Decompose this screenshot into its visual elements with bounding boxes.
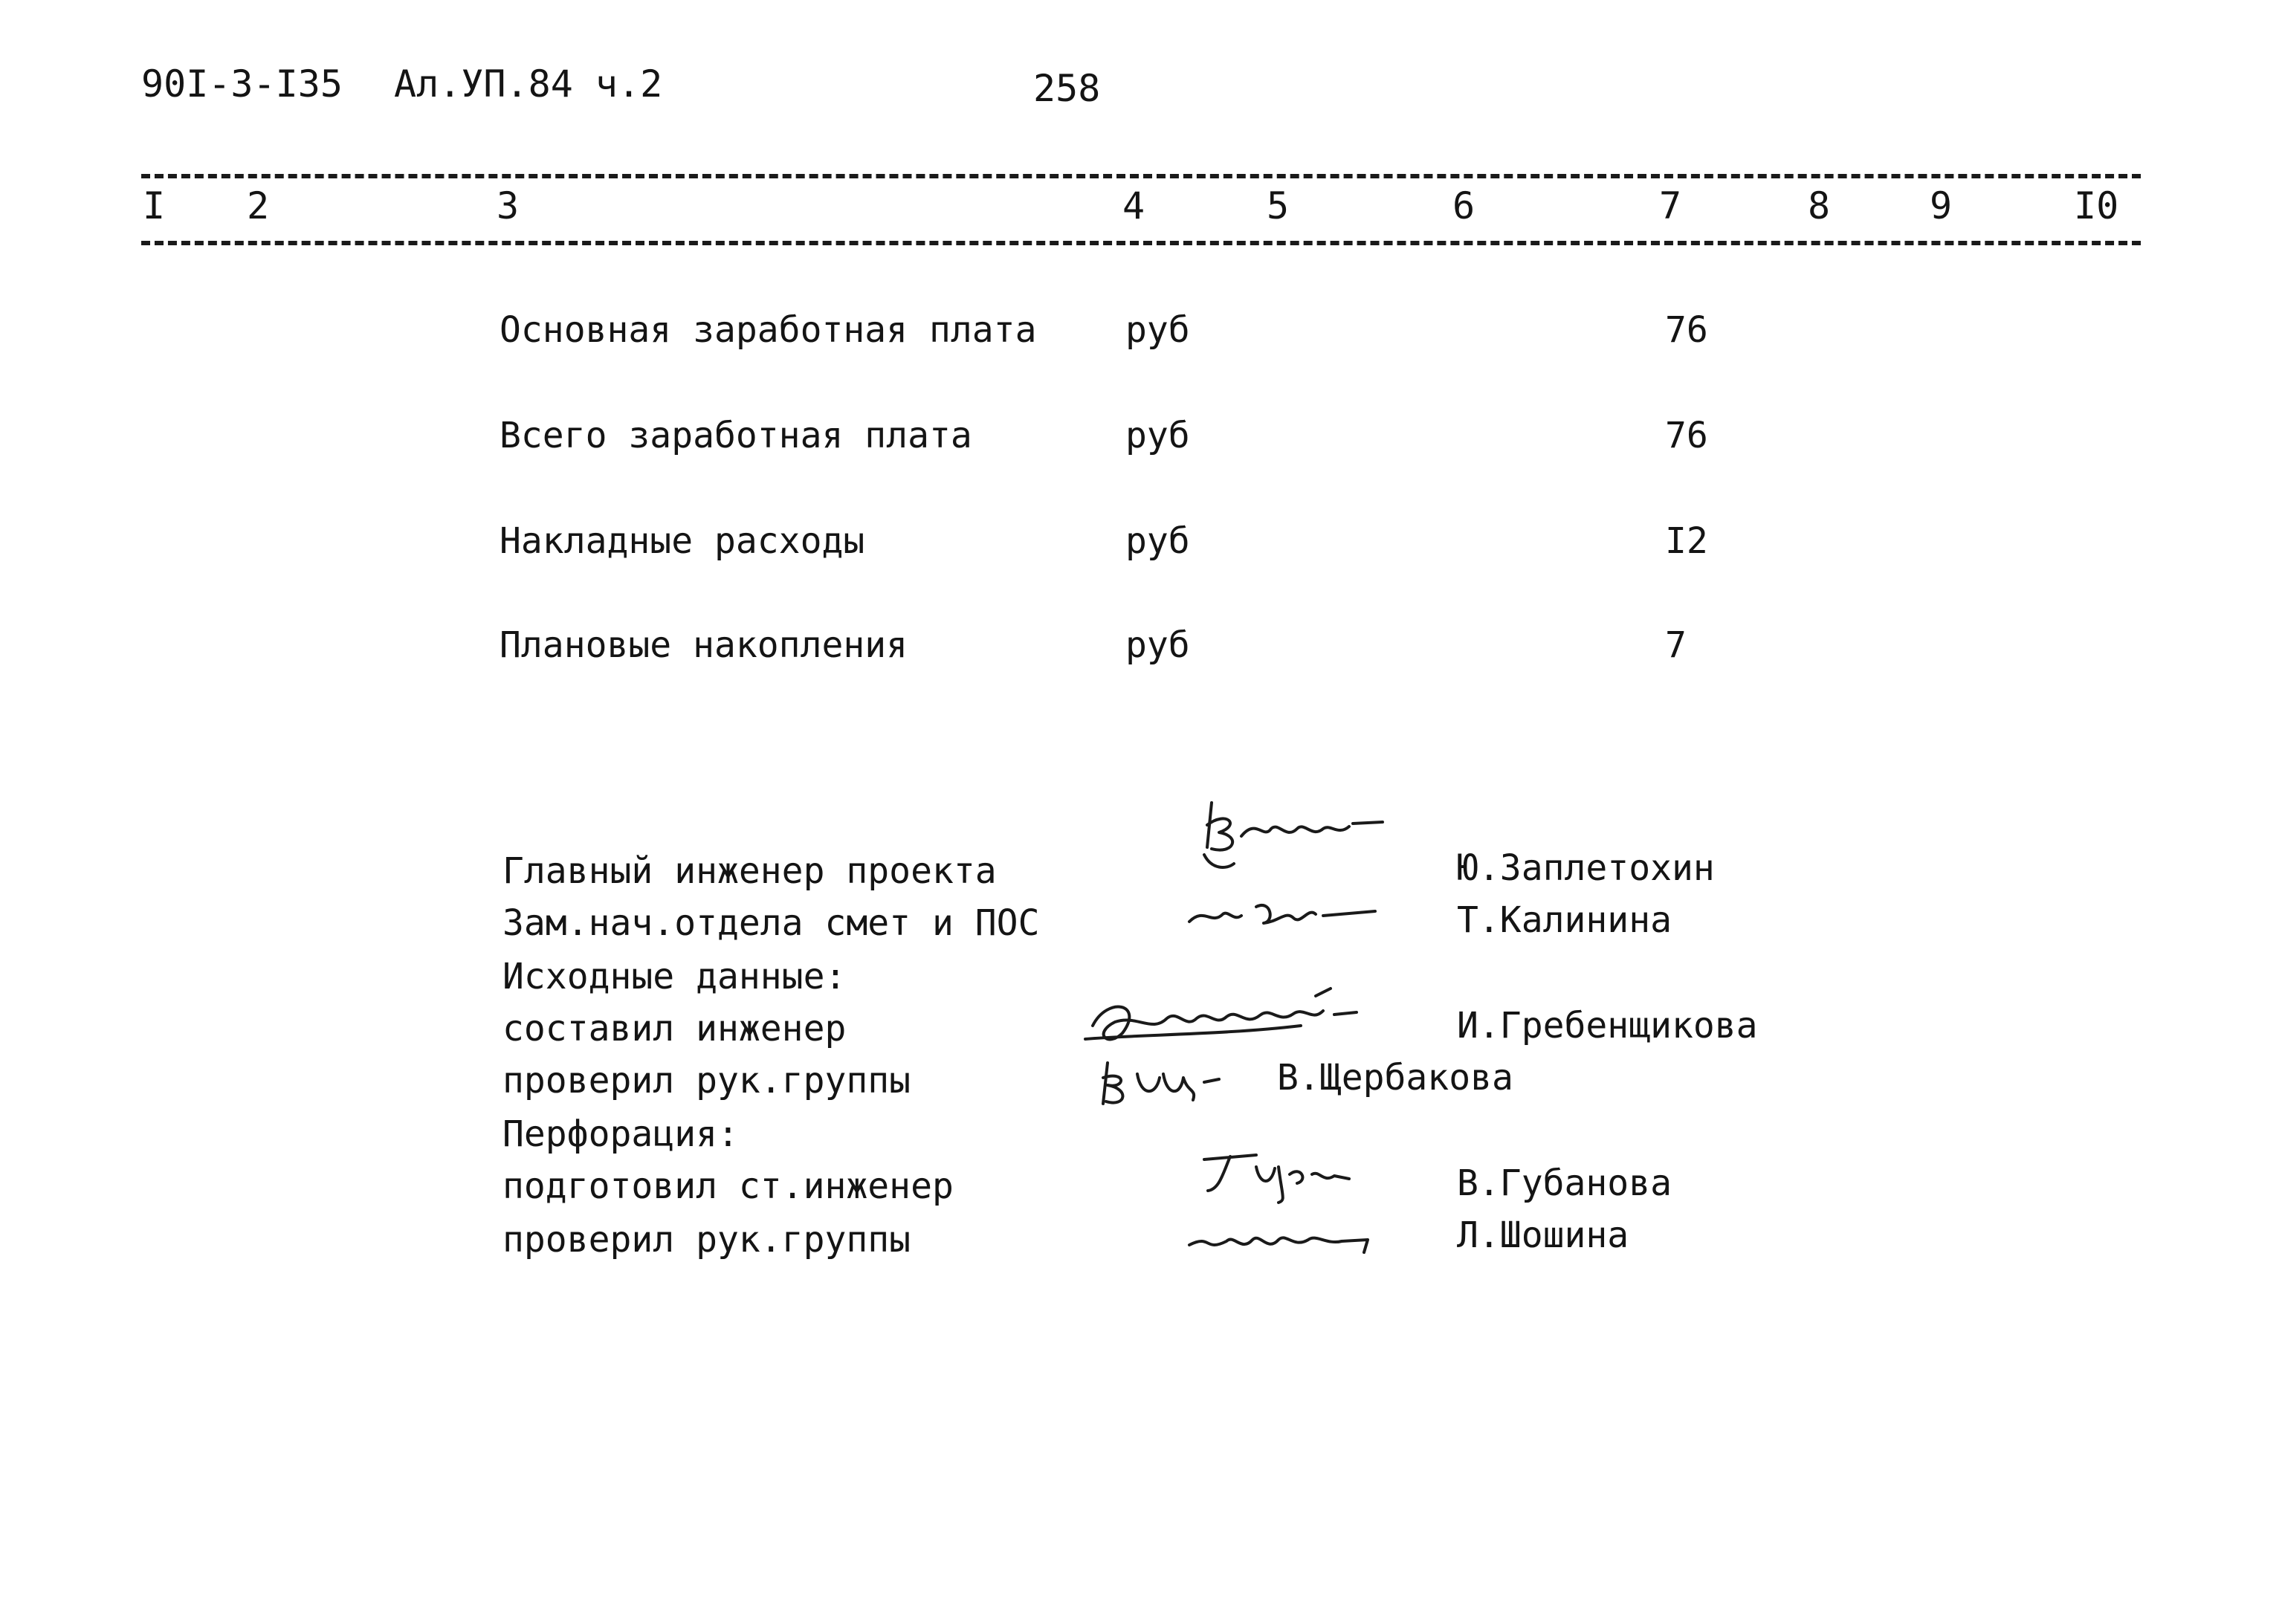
- role-compiled-by: составил инженер: [502, 1008, 847, 1049]
- row-2-unit: руб: [1125, 415, 1190, 456]
- role-checked-by-1: проверил рук.группы: [502, 1060, 911, 1101]
- role-checked-by-2: проверил рук.группы: [502, 1219, 911, 1261]
- row-4-unit: руб: [1125, 624, 1190, 666]
- column-number-6: 6: [1452, 184, 1475, 227]
- perforation-heading: Перфорация:: [502, 1113, 739, 1155]
- column-number-5: 5: [1267, 184, 1290, 227]
- role-prepared-by: подготовил ст.инженер: [502, 1165, 954, 1207]
- source-data-heading: Исходные данные:: [502, 956, 847, 997]
- name-compiled-by: И.Гребенщикова: [1457, 1005, 1758, 1046]
- row-3-value: I2: [1665, 520, 1708, 562]
- column-number-3: 3: [497, 184, 520, 227]
- table-header-bottom-rule: [141, 241, 2141, 245]
- document-code: 90I-3-I35: [141, 62, 343, 106]
- handwritten-signature-checked-by-2: [1182, 1211, 1390, 1264]
- role-deputy-head: Зам.нач.отдела смет и ПОС: [502, 902, 1040, 944]
- row-1-unit: руб: [1125, 309, 1190, 351]
- role-chief-engineer: Главный инженер проекта: [502, 850, 997, 892]
- column-number-4: 4: [1122, 184, 1145, 227]
- row-3-name: Накладные расходы: [500, 520, 865, 562]
- column-number-8: 8: [1808, 184, 1831, 227]
- row-1-name: Основная заработная плата: [500, 309, 1037, 351]
- row-3-unit: руб: [1125, 520, 1190, 562]
- handwritten-signature-chief-engineer: [1182, 795, 1405, 884]
- column-number-7: 7: [1659, 184, 1682, 227]
- row-2-name: Всего заработная плата: [500, 415, 972, 456]
- handwritten-signature-prepared-by: [1189, 1145, 1368, 1204]
- table-header-top-rule: [141, 174, 2141, 178]
- page-number: 258: [1033, 67, 1101, 110]
- row-1-value: 76: [1665, 309, 1708, 351]
- column-number-1: I: [143, 184, 166, 227]
- row-2-value: 76: [1665, 415, 1708, 456]
- column-number-9: 9: [1930, 184, 1953, 227]
- name-deputy-head: Т.Калинина: [1457, 899, 1672, 941]
- handwritten-signature-checked-by-1: [1093, 1055, 1241, 1115]
- handwritten-signature-compiled-by: [1078, 981, 1390, 1063]
- name-chief-engineer: Ю.Заплетохин: [1457, 847, 1715, 889]
- name-checked-by-2: Л.Шошина: [1457, 1214, 1629, 1256]
- handwritten-signature-deputy-head: [1182, 884, 1405, 936]
- album-reference: Ал.УП.84 ч.2: [394, 62, 663, 106]
- row-4-value: 7: [1665, 624, 1687, 666]
- column-number-2: 2: [247, 184, 270, 227]
- column-number-10: I0: [2074, 184, 2119, 227]
- row-4-name: Плановые накопления: [500, 624, 908, 666]
- name-checked-by-1: В.Щербакова: [1277, 1057, 1513, 1099]
- name-prepared-by: В.Губанова: [1457, 1162, 1672, 1204]
